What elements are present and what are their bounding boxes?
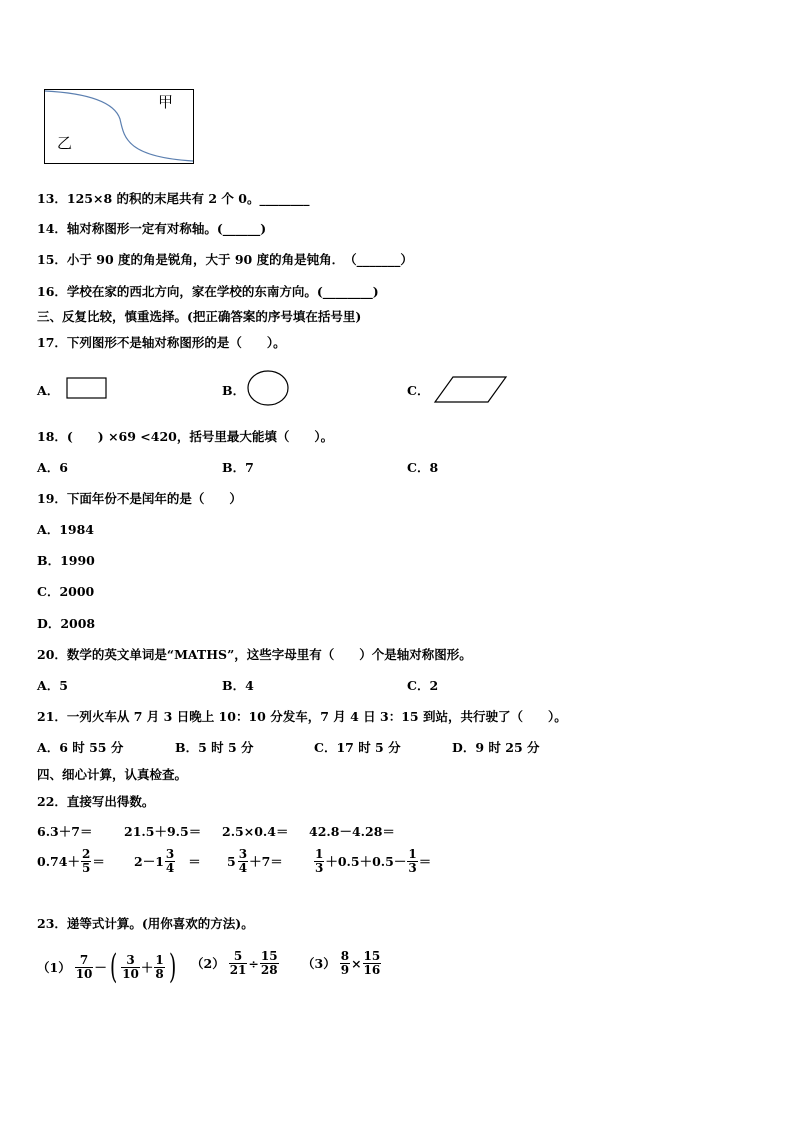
calc-6-prefix: 2－1 <box>134 854 164 870</box>
q17-option-a-label: A． <box>37 383 60 398</box>
q21-option-b: B．5 时 5 分 <box>175 740 254 755</box>
parallelogram-shape <box>433 376 509 404</box>
q17-option-c-label: C． <box>407 383 430 398</box>
numerator: 3 <box>165 847 175 861</box>
numerator: 15 <box>363 949 381 963</box>
denominator: 16 <box>363 962 381 977</box>
label-jia: 甲 <box>158 93 174 111</box>
calc-7-integer: 5 <box>227 853 236 869</box>
denominator: 21 <box>229 962 247 977</box>
q23-item-3 <box>302 950 382 976</box>
q20-option-b: B．4 <box>222 678 254 693</box>
calc-5-suffix: ＝ <box>92 854 105 870</box>
fraction <box>81 848 91 874</box>
denominator: 5 <box>81 860 91 875</box>
q19-option-d: D．2008 <box>37 616 96 631</box>
q18-option-c: C．8 <box>407 460 439 475</box>
calc-3: 2.5×0.4＝ <box>222 824 289 839</box>
q20-option-c: C．2 <box>407 678 439 693</box>
calc-5 <box>37 848 105 874</box>
calc-7-suffix: ＋7＝ <box>249 854 283 870</box>
item-1-label: （1） <box>37 960 71 975</box>
q19-option-b: B．1990 <box>37 553 95 568</box>
question-21: 21．一列火车从 7 月 3 日晚上 10：10 分发车，7 月 4 日 3：15 到站，共行驶了（ ）。 <box>37 709 567 724</box>
numerator: 15 <box>260 949 278 963</box>
q18-option-b: B．7 <box>222 460 254 475</box>
question-22: 22．直接写出得数。 <box>37 794 155 809</box>
calc-8-suffix: ＝ <box>418 854 432 870</box>
calc-6-suffix: ＝ <box>188 854 201 870</box>
section-4-heading: 四、细心计算，认真检查。 <box>37 767 188 782</box>
q23-item-1 <box>37 947 179 987</box>
q19-option-c: C．2000 <box>37 584 95 599</box>
map-figure <box>44 89 194 164</box>
section-3-heading: 三、反复比较，慎重选择。(把正确答案的序号填在括号里) <box>37 309 362 324</box>
numerator: 1 <box>408 847 417 861</box>
calc-8-middle: ＋0.5＋0.5－ <box>325 854 407 870</box>
question-17: 17．下列图形不是轴对称图形的是（ ）。 <box>37 335 286 350</box>
calc-2: 21.5＋9.5＝ <box>124 824 202 839</box>
right-parenthesis: ) <box>168 947 177 987</box>
question-18: 18．( ) ×69 <420，括号里最大能填（ ）。 <box>37 429 334 444</box>
question-20: 20．数学的英文单词是“MATHS”，这些字母里有（ ）个是轴对称图形。 <box>37 647 472 662</box>
q21-option-c: C．17 时 5 分 <box>314 740 401 755</box>
fraction <box>121 954 140 980</box>
fraction <box>407 848 417 874</box>
calc-5-prefix: 0.74＋ <box>37 854 80 870</box>
numerator: 7 <box>79 952 89 967</box>
numerator: 8 <box>340 949 350 963</box>
operator: × <box>351 955 362 971</box>
q17-option-b-label: B． <box>222 383 246 398</box>
denominator: 10 <box>122 966 139 981</box>
q21-option-a: A．6 时 55 分 <box>37 740 124 755</box>
question-15: 15．小于 90 度的角是锐角，大于 90 度的角是钝角． （_______） <box>37 252 413 267</box>
denominator: 4 <box>238 860 248 875</box>
question-16: 16．学校在家的西北方向，家在学校的东南方向。(________) <box>37 284 379 299</box>
question-14: 14．轴对称图形一定有对称轴。(______) <box>37 221 267 236</box>
fraction <box>75 954 94 980</box>
fraction <box>340 950 350 976</box>
denominator: 3 <box>408 860 417 875</box>
calc-7 <box>227 848 283 874</box>
fraction <box>314 848 324 874</box>
denominator: 10 <box>75 966 93 981</box>
left-parenthesis: ( <box>109 947 118 987</box>
calc-4: 42.8－4.28＝ <box>309 824 395 839</box>
question-19: 19．下面年份不是闰年的是（ ） <box>37 491 242 506</box>
q23-item-2 <box>191 950 280 976</box>
calc-1: 6.3＋7＝ <box>37 824 93 839</box>
numerator: 2 <box>81 847 91 861</box>
q20-option-a: A．5 <box>37 678 68 693</box>
circle-shape <box>246 369 290 407</box>
numerator: 1 <box>315 847 324 861</box>
label-yi: 乙 <box>57 134 73 152</box>
denominator: 8 <box>155 966 164 981</box>
denominator: 28 <box>260 962 278 977</box>
rectangle-shape <box>66 377 108 400</box>
operator: ÷ <box>248 955 259 971</box>
item-3-label: （3） <box>302 956 336 972</box>
calc-8 <box>313 848 431 874</box>
numerator: 3 <box>238 847 248 861</box>
question-23: 23．递等式计算。(用你喜欢的方法)。 <box>37 916 254 931</box>
fraction <box>165 848 175 874</box>
fraction <box>238 848 248 874</box>
question-13: 13．125×8 的积的末尾共有 2 个 0。________ <box>37 191 310 206</box>
calc-6 <box>134 848 201 874</box>
denominator: 4 <box>165 860 175 875</box>
q21-option-d: D．9 时 25 分 <box>452 740 540 755</box>
item-2-label: （2） <box>191 956 225 972</box>
fraction <box>229 950 248 976</box>
numerator: 3 <box>126 952 135 967</box>
numerator: 1 <box>155 952 164 967</box>
denominator: 9 <box>340 962 350 977</box>
numerator: 5 <box>233 949 243 963</box>
fraction <box>154 954 164 980</box>
fraction <box>363 950 382 976</box>
q19-option-a: A．1984 <box>37 522 94 537</box>
denominator: 3 <box>315 860 324 875</box>
q18-option-a: A．6 <box>37 460 68 475</box>
operator: － <box>94 960 107 975</box>
operator: ＋ <box>140 960 154 975</box>
fraction <box>260 950 279 976</box>
